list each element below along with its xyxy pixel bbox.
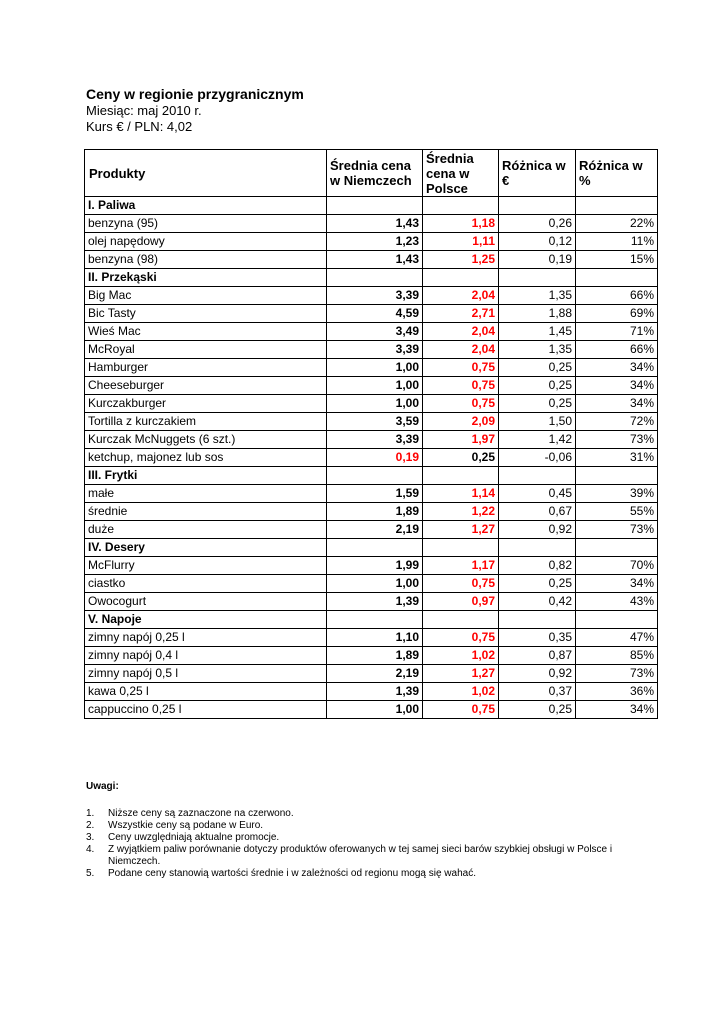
table-row bbox=[85, 215, 658, 233]
table-row bbox=[85, 305, 658, 323]
note-number: 5. bbox=[86, 868, 95, 879]
price-poland: 1,11 bbox=[423, 233, 499, 251]
exchange-rate-label: Kurs € / PLN: 4,02 bbox=[86, 119, 193, 134]
price-germany: 1,39 bbox=[327, 683, 423, 701]
note-item bbox=[86, 832, 646, 844]
table-row bbox=[85, 341, 658, 359]
diff-percent: 11% bbox=[576, 233, 658, 251]
table-row bbox=[85, 701, 658, 719]
price-germany: 1,00 bbox=[327, 701, 423, 719]
price-germany: 1,39 bbox=[327, 593, 423, 611]
diff-euro: 0,25 bbox=[499, 701, 576, 719]
diff-euro: 0,35 bbox=[499, 629, 576, 647]
table-row bbox=[85, 485, 658, 503]
diff-percent: 72% bbox=[576, 413, 658, 431]
price-poland: 0,97 bbox=[423, 593, 499, 611]
diff-euro: 0,92 bbox=[499, 665, 576, 683]
diff-euro: 0,26 bbox=[499, 215, 576, 233]
diff-euro: 0,25 bbox=[499, 377, 576, 395]
product-name: Wieś Mac bbox=[85, 323, 327, 341]
empty-cell bbox=[576, 467, 658, 485]
diff-euro: 0,42 bbox=[499, 593, 576, 611]
price-germany: 3,39 bbox=[327, 431, 423, 449]
empty-cell bbox=[327, 269, 423, 287]
price-germany: 2,19 bbox=[327, 521, 423, 539]
table-row bbox=[85, 503, 658, 521]
table-row bbox=[85, 395, 658, 413]
price-poland: 1,27 bbox=[423, 665, 499, 683]
empty-cell bbox=[327, 467, 423, 485]
diff-percent: 39% bbox=[576, 485, 658, 503]
note-text: Niższe ceny są zaznaczone na czerwono. bbox=[108, 808, 294, 819]
notes-title: Uwagi: bbox=[86, 781, 119, 792]
diff-euro: 0,82 bbox=[499, 557, 576, 575]
note-text: Podane ceny stanowią wartości średnie i w zależności od regionu mogą się wahać. bbox=[108, 868, 476, 879]
section-row bbox=[85, 539, 658, 557]
table-row bbox=[85, 251, 658, 269]
product-name: Big Mac bbox=[85, 287, 327, 305]
diff-euro: 1,35 bbox=[499, 287, 576, 305]
column-header-price-germany: Średnia cena w Niemczech bbox=[327, 150, 423, 197]
price-poland: 2,09 bbox=[423, 413, 499, 431]
price-poland: 1,17 bbox=[423, 557, 499, 575]
product-name: Owocogurt bbox=[85, 593, 327, 611]
price-poland: 1,02 bbox=[423, 647, 499, 665]
column-header-diff-percent: Różnica w % bbox=[576, 150, 658, 197]
diff-percent: 15% bbox=[576, 251, 658, 269]
diff-percent: 66% bbox=[576, 341, 658, 359]
table-row bbox=[85, 287, 658, 305]
diff-euro: 1,35 bbox=[499, 341, 576, 359]
product-name: olej napędowy bbox=[85, 233, 327, 251]
note-item bbox=[86, 808, 646, 820]
diff-percent: 34% bbox=[576, 395, 658, 413]
diff-euro: 1,50 bbox=[499, 413, 576, 431]
section-title: IV. Desery bbox=[85, 539, 327, 557]
price-poland: 0,75 bbox=[423, 629, 499, 647]
note-text: Wszystkie ceny są podane w Euro. bbox=[108, 820, 264, 831]
product-name: Cheeseburger bbox=[85, 377, 327, 395]
diff-percent: 66% bbox=[576, 287, 658, 305]
price-germany: 3,39 bbox=[327, 341, 423, 359]
diff-euro: 0,25 bbox=[499, 395, 576, 413]
month-label: Miesiąc: maj 2010 r. bbox=[86, 103, 202, 118]
price-germany: 1,00 bbox=[327, 359, 423, 377]
price-poland: 1,22 bbox=[423, 503, 499, 521]
diff-euro: 0,25 bbox=[499, 359, 576, 377]
price-germany: 3,59 bbox=[327, 413, 423, 431]
price-germany: 2,19 bbox=[327, 665, 423, 683]
empty-cell bbox=[576, 611, 658, 629]
note-text: Z wyjątkiem paliw porównanie dotyczy produktów oferowanych w tej samej sieci barów szybkiej obsługi w Polsce i Niemczech. bbox=[108, 844, 613, 867]
price-germany: 1,00 bbox=[327, 575, 423, 593]
product-name: ciastko bbox=[85, 575, 327, 593]
diff-percent: 34% bbox=[576, 359, 658, 377]
product-name: ketchup, majonez lub sos bbox=[85, 449, 327, 467]
column-header-price-poland: Średnia cena w Polsce bbox=[423, 150, 499, 197]
diff-euro: 0,87 bbox=[499, 647, 576, 665]
diff-percent: 71% bbox=[576, 323, 658, 341]
product-name: duże bbox=[85, 521, 327, 539]
price-poland: 0,25 bbox=[423, 449, 499, 467]
diff-euro: 1,42 bbox=[499, 431, 576, 449]
empty-cell bbox=[499, 269, 576, 287]
table-row bbox=[85, 233, 658, 251]
product-name: średnie bbox=[85, 503, 327, 521]
notes-section bbox=[86, 781, 646, 880]
document-header bbox=[86, 86, 304, 135]
note-number: 2. bbox=[86, 820, 95, 831]
product-name: kawa 0,25 l bbox=[85, 683, 327, 701]
price-poland: 1,27 bbox=[423, 521, 499, 539]
price-poland: 2,04 bbox=[423, 323, 499, 341]
price-poland: 0,75 bbox=[423, 395, 499, 413]
price-germany: 0,19 bbox=[327, 449, 423, 467]
diff-percent: 69% bbox=[576, 305, 658, 323]
product-name: Kurczakburger bbox=[85, 395, 327, 413]
table-header-row bbox=[85, 150, 658, 197]
price-poland: 2,71 bbox=[423, 305, 499, 323]
table-body bbox=[85, 197, 658, 719]
price-germany: 1,43 bbox=[327, 251, 423, 269]
price-table bbox=[84, 149, 658, 719]
empty-cell bbox=[576, 539, 658, 557]
price-poland: 0,75 bbox=[423, 575, 499, 593]
price-germany: 1,99 bbox=[327, 557, 423, 575]
diff-percent: 73% bbox=[576, 521, 658, 539]
section-row bbox=[85, 611, 658, 629]
note-number: 1. bbox=[86, 808, 95, 819]
diff-percent: 73% bbox=[576, 665, 658, 683]
price-poland: 1,25 bbox=[423, 251, 499, 269]
table-row bbox=[85, 521, 658, 539]
product-name: Kurczak McNuggets (6 szt.) bbox=[85, 431, 327, 449]
table-row bbox=[85, 629, 658, 647]
diff-euro: 0,25 bbox=[499, 575, 576, 593]
note-number: 4. bbox=[86, 844, 95, 855]
product-name: McRoyal bbox=[85, 341, 327, 359]
product-name: zimny napój 0,25 l bbox=[85, 629, 327, 647]
price-germany: 3,49 bbox=[327, 323, 423, 341]
diff-euro: -0,06 bbox=[499, 449, 576, 467]
section-title: V. Napoje bbox=[85, 611, 327, 629]
price-poland: 1,97 bbox=[423, 431, 499, 449]
diff-percent: 73% bbox=[576, 431, 658, 449]
section-title: III. Frytki bbox=[85, 467, 327, 485]
empty-cell bbox=[423, 197, 499, 215]
note-item bbox=[86, 820, 646, 832]
section-title: II. Przekąski bbox=[85, 269, 327, 287]
price-poland: 1,02 bbox=[423, 683, 499, 701]
empty-cell bbox=[499, 539, 576, 557]
empty-cell bbox=[576, 269, 658, 287]
diff-euro: 0,12 bbox=[499, 233, 576, 251]
diff-euro: 1,45 bbox=[499, 323, 576, 341]
diff-euro: 0,19 bbox=[499, 251, 576, 269]
note-text: Ceny uwzględniają aktualne promocje. bbox=[108, 832, 280, 843]
product-name: Tortilla z kurczakiem bbox=[85, 413, 327, 431]
product-name: benzyna (98) bbox=[85, 251, 327, 269]
price-germany: 1,59 bbox=[327, 485, 423, 503]
diff-percent: 22% bbox=[576, 215, 658, 233]
table-row bbox=[85, 449, 658, 467]
diff-percent: 47% bbox=[576, 629, 658, 647]
diff-percent: 34% bbox=[576, 701, 658, 719]
table-row bbox=[85, 593, 658, 611]
empty-cell bbox=[423, 539, 499, 557]
product-name: zimny napój 0,4 l bbox=[85, 647, 327, 665]
column-header-products: Produkty bbox=[85, 150, 327, 197]
diff-euro: 0,37 bbox=[499, 683, 576, 701]
empty-cell bbox=[423, 269, 499, 287]
price-germany: 1,00 bbox=[327, 377, 423, 395]
empty-cell bbox=[499, 611, 576, 629]
empty-cell bbox=[327, 539, 423, 557]
diff-percent: 31% bbox=[576, 449, 658, 467]
diff-percent: 70% bbox=[576, 557, 658, 575]
section-row bbox=[85, 467, 658, 485]
column-header-diff-euro: Różnica w € bbox=[499, 150, 576, 197]
diff-percent: 36% bbox=[576, 683, 658, 701]
section-row bbox=[85, 269, 658, 287]
empty-cell bbox=[327, 197, 423, 215]
section-row bbox=[85, 197, 658, 215]
price-poland: 1,14 bbox=[423, 485, 499, 503]
price-germany: 1,43 bbox=[327, 215, 423, 233]
diff-euro: 0,92 bbox=[499, 521, 576, 539]
empty-cell bbox=[499, 197, 576, 215]
price-germany: 1,89 bbox=[327, 503, 423, 521]
price-poland: 0,75 bbox=[423, 377, 499, 395]
table-row bbox=[85, 683, 658, 701]
note-item bbox=[86, 844, 646, 868]
empty-cell bbox=[499, 467, 576, 485]
table-row bbox=[85, 377, 658, 395]
product-name: McFlurry bbox=[85, 557, 327, 575]
table-row bbox=[85, 647, 658, 665]
product-name: benzyna (95) bbox=[85, 215, 327, 233]
diff-euro: 0,45 bbox=[499, 485, 576, 503]
price-poland: 0,75 bbox=[423, 701, 499, 719]
table-row bbox=[85, 431, 658, 449]
diff-percent: 34% bbox=[576, 377, 658, 395]
product-name: cappuccino 0,25 l bbox=[85, 701, 327, 719]
price-poland: 2,04 bbox=[423, 287, 499, 305]
diff-percent: 85% bbox=[576, 647, 658, 665]
empty-cell bbox=[327, 611, 423, 629]
table-row bbox=[85, 575, 658, 593]
diff-percent: 43% bbox=[576, 593, 658, 611]
diff-percent: 34% bbox=[576, 575, 658, 593]
diff-euro: 0,67 bbox=[499, 503, 576, 521]
notes-list bbox=[86, 808, 646, 880]
product-name: Hamburger bbox=[85, 359, 327, 377]
price-germany: 1,23 bbox=[327, 233, 423, 251]
price-germany: 1,89 bbox=[327, 647, 423, 665]
price-poland: 0,75 bbox=[423, 359, 499, 377]
section-title: I. Paliwa bbox=[85, 197, 327, 215]
product-name: małe bbox=[85, 485, 327, 503]
price-germany: 4,59 bbox=[327, 305, 423, 323]
note-number: 3. bbox=[86, 832, 95, 843]
price-germany: 3,39 bbox=[327, 287, 423, 305]
table-row bbox=[85, 665, 658, 683]
table-row bbox=[85, 413, 658, 431]
empty-cell bbox=[576, 197, 658, 215]
table-row bbox=[85, 323, 658, 341]
diff-percent: 55% bbox=[576, 503, 658, 521]
note-item bbox=[86, 868, 646, 880]
price-germany: 1,00 bbox=[327, 395, 423, 413]
diff-euro: 1,88 bbox=[499, 305, 576, 323]
page-title: Ceny w regionie przygranicznym bbox=[86, 86, 304, 102]
product-name: Bic Tasty bbox=[85, 305, 327, 323]
empty-cell bbox=[423, 611, 499, 629]
price-poland: 1,18 bbox=[423, 215, 499, 233]
empty-cell bbox=[423, 467, 499, 485]
table-row bbox=[85, 557, 658, 575]
product-name: zimny napój 0,5 l bbox=[85, 665, 327, 683]
price-germany: 1,10 bbox=[327, 629, 423, 647]
price-poland: 2,04 bbox=[423, 341, 499, 359]
table-row bbox=[85, 359, 658, 377]
